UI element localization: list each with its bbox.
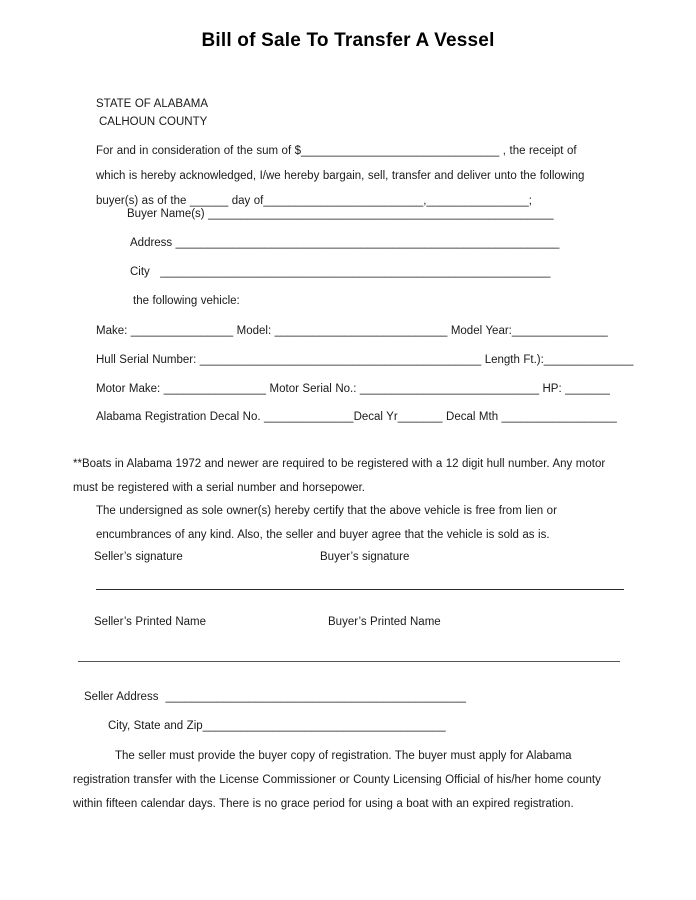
page-title: Bill of Sale To Transfer A Vessel [201,30,495,51]
motor-make-serial-hp-field[interactable]: Motor Make: ________________ Motor Serial No.: ____________________________ HP: _______ [96,383,610,395]
hull-serial-length-field[interactable]: Hull Serial Number: ____________________________________________ Length Ft.):______________ [96,354,634,366]
signature-line-rule [96,589,624,590]
buyer-city-field[interactable]: City _____________________________________________________________ [130,266,551,278]
closing-instructions-paragraph: The seller must provide the buyer copy of registration. The buyer must apply for Alabama registration transfer with the License Commissioner or County Licensing Official of his/her home county within fifteen calendar days. There is no grace period for using a boat with an expired registration. [73,750,605,810]
boat-registration-note: **Boats in Alabama 1972 and newer are required to be registered with a 12 digit hull number. Any motor must be registered with a serial number and horsepower. [73,458,609,494]
seller-printed-name-label: Seller’s Printed Name [94,616,207,628]
seller-address-field[interactable]: Seller Address _______________________________________________ [84,691,467,703]
buyer-address-field[interactable]: Address ____________________________________________________________ [130,237,560,249]
buyer-name-field[interactable]: Buyer Name(s) ______________________________________________________ [127,208,554,220]
printed-name-line-rule [78,661,620,662]
seller-signature-label: Seller’s signature [94,551,183,563]
state-line: STATE OF ALABAMA [96,98,209,110]
buyer-printed-name-label: Buyer’s Printed Name [328,616,441,628]
county-line: CALHOUN COUNTY [99,116,208,128]
buyer-signature-label: Buyer’s signature [320,551,410,563]
consideration-paragraph: For and in consideration of the sum of $_______________________________ , the receipt of which is hereby acknowledged, I/we hereby bargain, sell, transfer and deliver unto the following buyer(s) as of the ______ day of_________________________,________________; [96,145,588,207]
seller-city-state-zip-field[interactable]: City, State and Zip______________________________________ [108,720,446,732]
vehicle-make-model-year-field[interactable]: Make: ________________ Model: ___________________________ Model Year:_______________ [96,325,608,337]
undersigned-certification-paragraph: The undersigned as sole owner(s) hereby certify that the above vehicle is free from lien or encumbrances of any kind. Also, the seller and buyer agree that the vehicle is sold as is. [96,505,561,541]
registration-decal-field[interactable]: Alabama Registration Decal No. ______________Decal Yr_______ Decal Mth __________________ [96,411,617,423]
following-vehicle-label: the following vehicle: [133,295,240,307]
